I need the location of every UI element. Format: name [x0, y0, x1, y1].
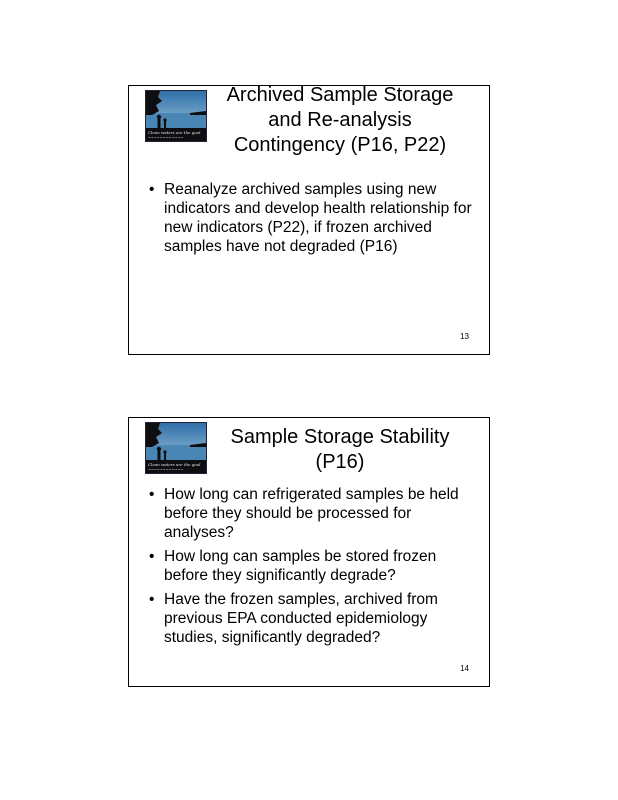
bullet-list [149, 485, 474, 652]
title-line: Sample Storage Stability [230, 426, 450, 448]
bullet-icon: • [149, 486, 155, 503]
slide-13 [128, 85, 490, 355]
bullet-icon: • [149, 181, 155, 198]
bullet-text: How long can samples be stored frozen before they significantly degrade? [164, 548, 437, 584]
bullet-icon: • [149, 591, 155, 608]
slide-title [215, 425, 465, 475]
logo-image [145, 422, 207, 474]
bullet-item [149, 180, 474, 256]
bullet-text: Reanalyze archived samples using new indicators and develop health relationship for new indicators (P22), if frozen archived samples have not degraded (P16) [164, 181, 472, 255]
slide-14 [128, 417, 490, 687]
bullet-icon: • [149, 548, 155, 565]
page-number: 14 [460, 664, 469, 673]
slide-title [215, 83, 465, 158]
logo-image [145, 90, 207, 142]
title-line: and Re-analysis [268, 109, 412, 131]
svg-text:Clean waters are the goal: Clean waters are the goal [148, 462, 201, 467]
bullet-item [149, 547, 474, 585]
bullet-text: How long can refrigerated samples be held before they should be processed for analyses? [164, 486, 459, 541]
title-line: Archived Sample Storage [226, 84, 454, 106]
page-number: 13 [460, 332, 469, 341]
title-line: (P16) [315, 451, 365, 473]
title-line: Contingency (P16, P22) [233, 134, 447, 156]
svg-text:~~~~~~~~~~~~: ~~~~~~~~~~~~ [148, 136, 184, 140]
svg-text:~~~~~~~~~~~~: ~~~~~~~~~~~~ [148, 468, 184, 472]
bullet-item [149, 590, 474, 647]
bullet-text: Have the frozen samples, archived from previous EPA conducted epidemiology studies, significantly degraded? [164, 591, 438, 646]
svg-text:Clean waters are the goal: Clean waters are the goal [148, 130, 201, 135]
bullet-item [149, 485, 474, 542]
lake-silhouette-icon [146, 423, 206, 473]
bullet-list [149, 180, 474, 261]
lake-silhouette-icon [146, 91, 206, 141]
